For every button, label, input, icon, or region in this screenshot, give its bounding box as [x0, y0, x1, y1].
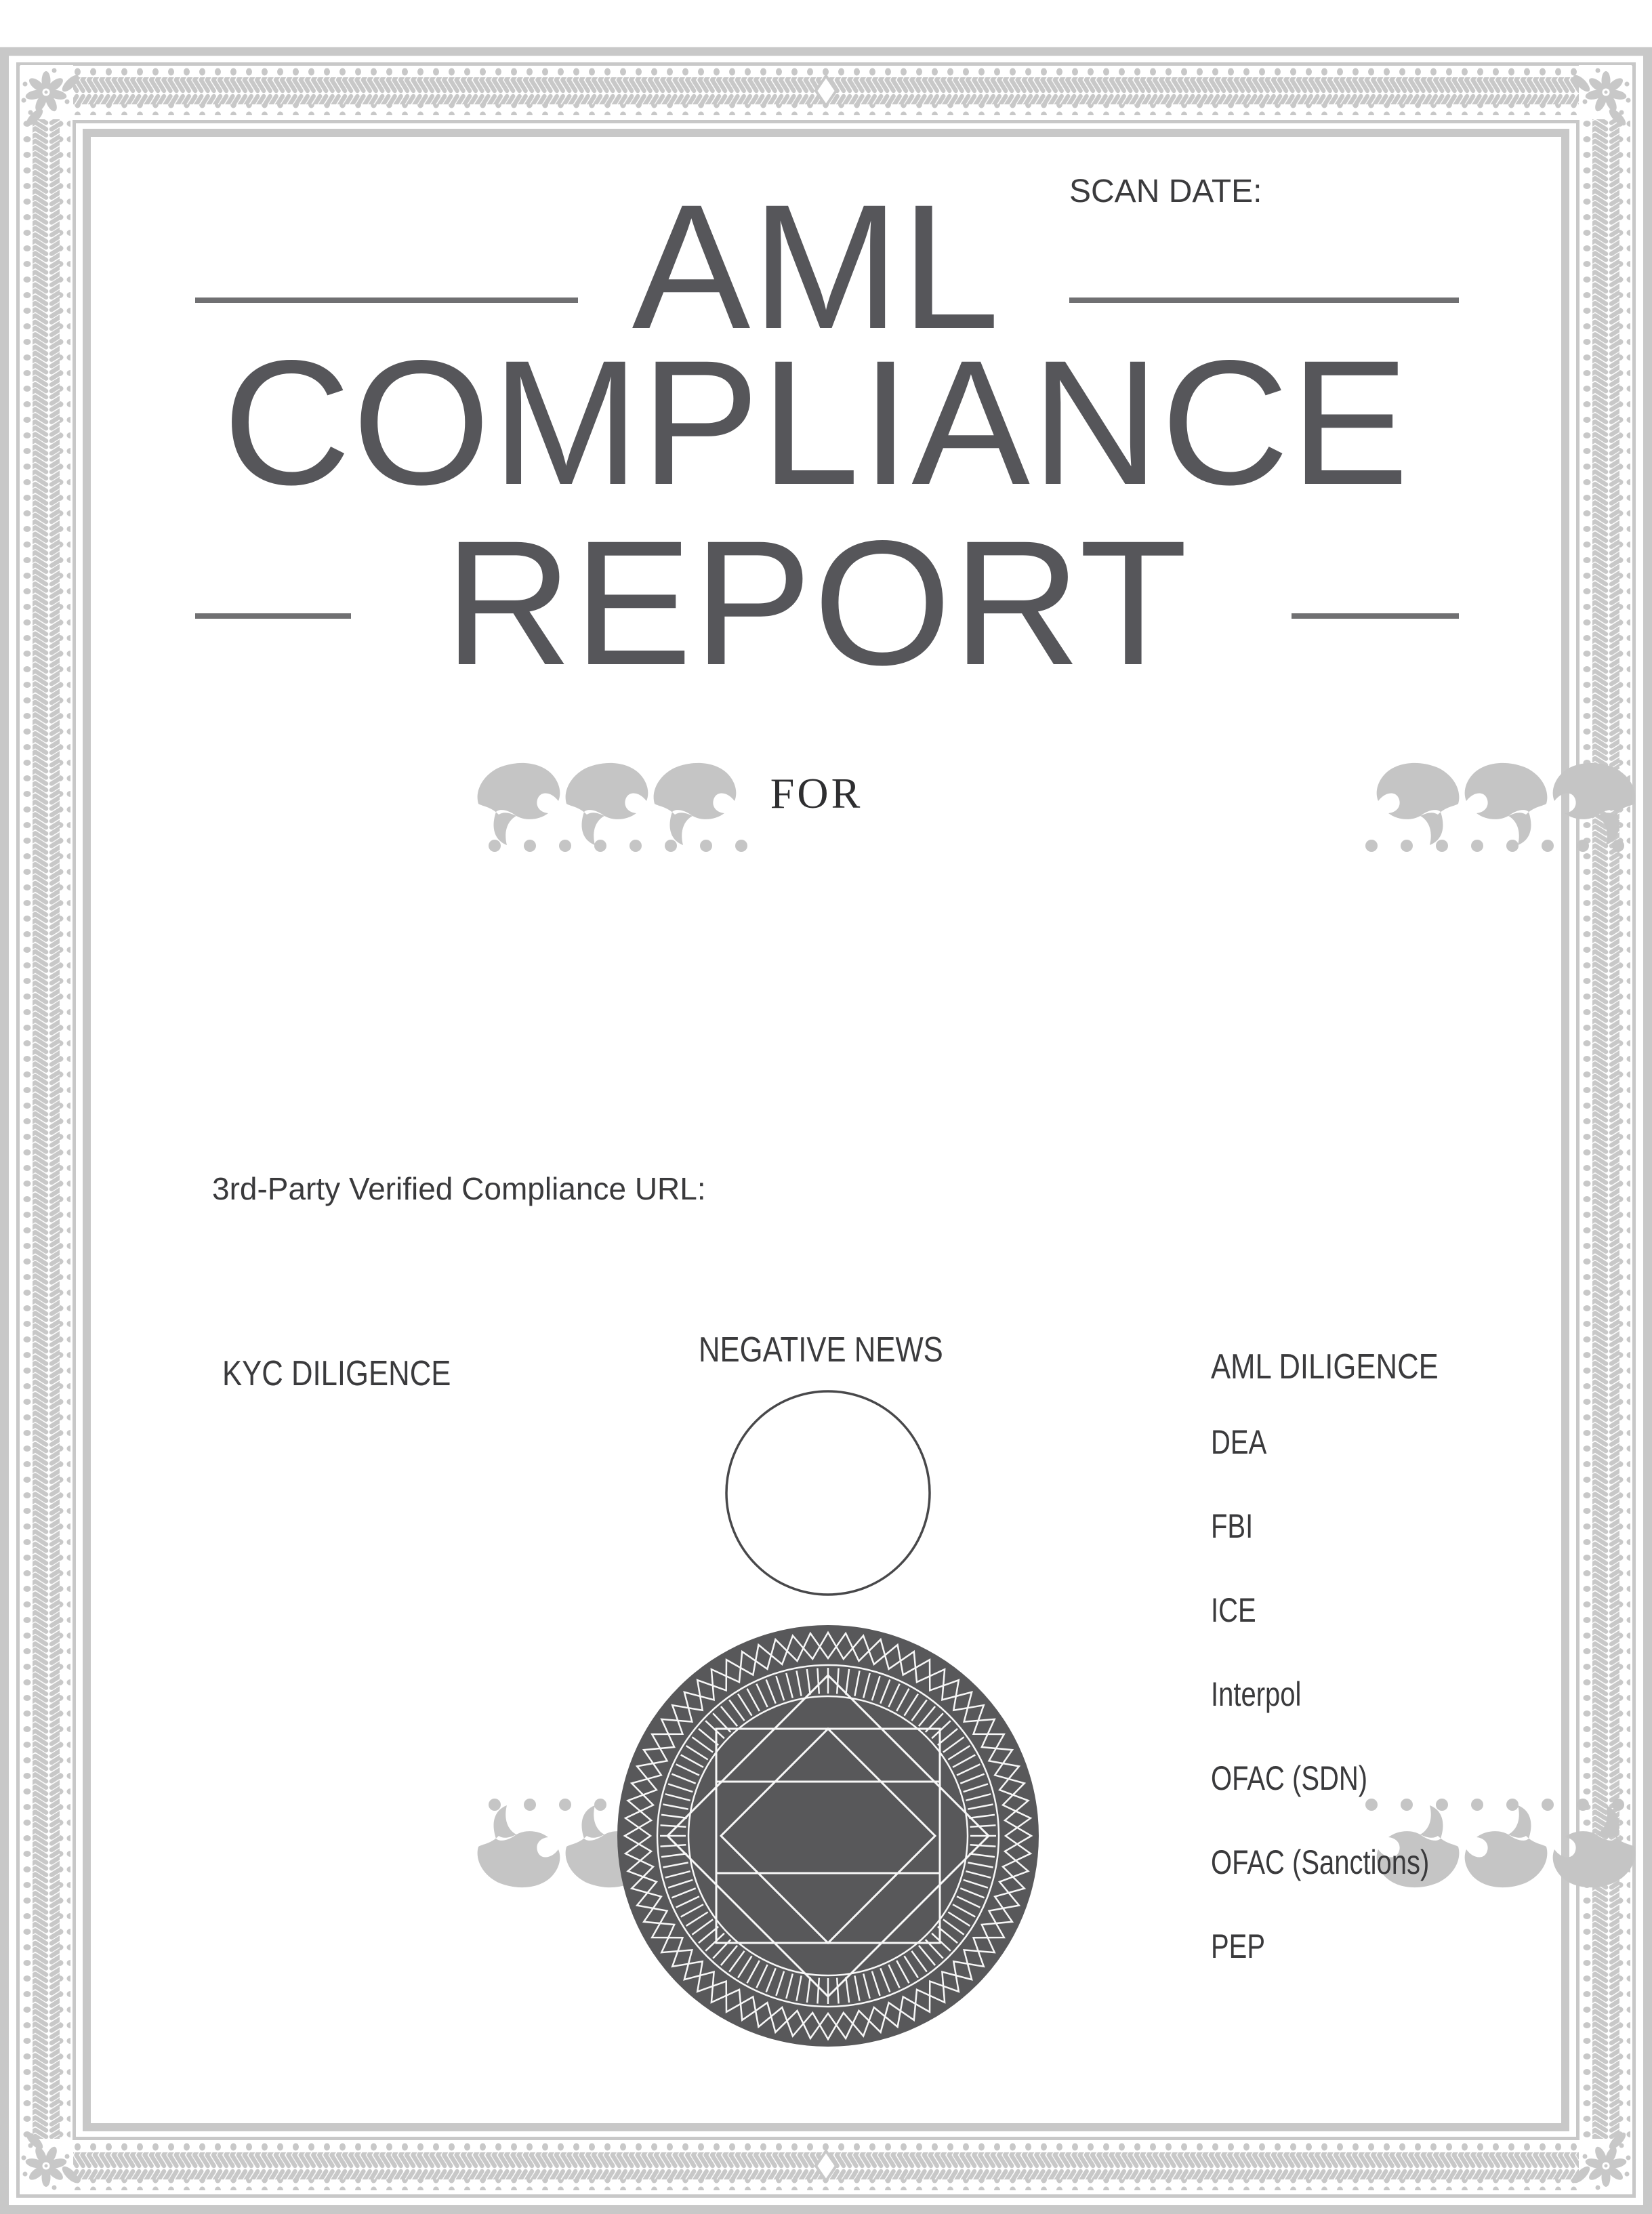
page-title-line3: REPORT: [444, 504, 1189, 702]
page-title-line1: AML: [632, 167, 1001, 366]
compliance-seal: [617, 1625, 1039, 2047]
page-title-line2: COMPLIANCE: [222, 323, 1411, 522]
list-item: PEP: [1211, 1927, 1266, 1965]
verified-url-label: 3rd-Party Verified Compliance URL:: [212, 1171, 706, 1206]
list-item: DEA: [1211, 1423, 1267, 1461]
scan-date-label: SCAN DATE:: [1069, 173, 1262, 209]
list-item: ICE: [1211, 1591, 1256, 1629]
kyc-diligence-heading: KYC DILIGENCE: [222, 1354, 451, 1393]
negative-news-heading: NEGATIVE NEWS: [699, 1330, 943, 1370]
list-item: Interpol: [1211, 1675, 1302, 1713]
report-rule-right: [1292, 613, 1459, 619]
list-item: OFAC (SDN): [1211, 1759, 1368, 1797]
report-rule-left: [195, 613, 351, 619]
for-label: FOR: [770, 769, 863, 817]
aml-diligence-heading: AML DILIGENCE: [1211, 1347, 1439, 1387]
list-item: FBI: [1211, 1507, 1254, 1545]
aml-diligence-list: [1211, 1425, 1484, 2013]
title-rule-right: [1069, 298, 1459, 303]
negative-news-circle: [726, 1391, 930, 1595]
list-item: OFAC (Sanctions): [1211, 1843, 1430, 1881]
title-rule-left: [195, 298, 578, 303]
